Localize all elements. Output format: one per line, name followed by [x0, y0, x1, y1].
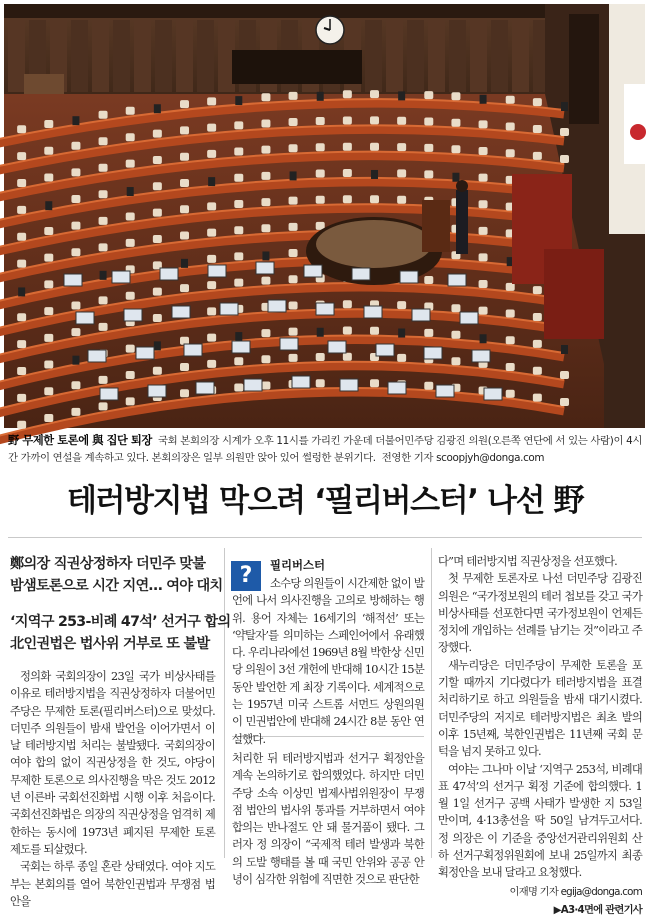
- article-paragraph: 정의화 국회의장이 23일 국가 비상사태를 이유로 테러방지법을 직권상정하자 더불어민주당은 무제한 토론(필리버스터)으로 맞섰다. 더민주 의원들이 밤새 발언을 이어가면서 이날 테러방지법 처리는 불발됐다. 국회의장이 여야 합의 없이 직권상정을 한 것도, 야당이 무제한 토론으로 의사진행을 막은 것도 2012년 이른바 국회선진화법 시행 이후 처음이다. 국회선진화법은 의장의 직권상정을 엄격히 제한하는 동시에 1973년 폐지된 무제한 토론 제도를 되살렸다.: [10, 670, 215, 856]
- news-photo: [4, 4, 645, 428]
- subhead-1-line-2: 밤샘토론으로 시간 지연… 여야 대치: [10, 578, 223, 594]
- photographer-credit: 전영한 기자: [381, 452, 434, 464]
- photographer-email: scoopjyh@donga.com: [436, 452, 545, 464]
- article-column-3: [438, 553, 642, 919]
- subhead-2-line-2: 北인권법은 법사위 거부로 또 불발: [10, 636, 210, 652]
- related-row: [438, 901, 642, 919]
- column-divider: [224, 548, 225, 858]
- caption-text: 국회 본회의장 시계가 오후 11시를 가리킨 가운데 더불어민주당 김광진 의원(오른쪽 연단에 서 있는 사람)이 4시간 가까이 연설을 계속하고 있다. 본회의장은 일부 의원만 앉아 있어 썰렁한 분위기다.: [8, 435, 643, 464]
- divider: [8, 537, 642, 538]
- article-paragraph: 처리한 뒤 테러방지법과 선거구 획정안을 계속 논의하기로 합의했었다. 하지만 더민주당 소속 이상민 법제사법위원장이 무쟁점 법안의 법사위 통과를 거부하면서 여야 합의는 반나절도 안 돼 물거품이 됐다. 그러자 정 의장이 “국제적 테러 발생과 북한의 도발 행태를 볼 때 국민 안위와 공공 안녕이 심각한 위험에 직면한 것으로 판단한: [232, 752, 424, 887]
- glossary-text: [232, 575, 424, 748]
- article-paragraph: 새누리당은 더민주당이 무제한 토론을 포기할 때까지 기다렸다가 테러방지법을 표결 처리하기로 하고 의원들을 밤새 대기시켰다. 더민주당의 저지로 테러방지법은 최초 발의 이후 15년째, 북한인권법은 11년째 국회 문턱을 넘지 못하고 있다.: [438, 658, 642, 759]
- assembly-hall-photo: [4, 4, 645, 428]
- article-paragraph: 국회는 하루 종일 혼란 상태였다. 여야 지도부는 본회의를 열어 북한인권법과 무쟁점 법안을: [10, 860, 215, 908]
- subhead-1-line-1: 鄭의장 직권상정하자 더민주 맞불: [10, 556, 206, 572]
- subhead-1: [10, 553, 223, 597]
- subhead-2-line-1: ‘지역구 253-비례 47석’ 선거구 합의: [10, 614, 231, 630]
- caption-title: 野 무제한 토론에 與 집단 퇴장: [8, 434, 152, 447]
- main-headline: 테러방지법 막으려 ‘필리버스터’ 나선 野: [66, 483, 584, 519]
- article-column-1: [10, 668, 215, 910]
- article-column-2: [232, 750, 424, 888]
- article-paragraph: 첫 무제한 토론자로 나선 더민주당 김광진 의원은 “국가정보원의 테러 첩보를 갖고 국가 비상사태를 선포한다면 국가정보원이 언제든 정치에 개입하는 선례를 남기는 것”이라고 주장했다.: [438, 572, 642, 655]
- article-paragraph: 여야는 그나마 이날 ‘지역구 253석, 비례대표 47석’의 선거구 획정 기준에 합의했다. 1월 1일 선거구 공백 사태가 발생한 지 53일 만이며, 4·13총선을 딱 50일 남겨두고서다. 정 의장은 이 기준을 중앙선거관리위원회 산하 선거구획정위원회에 보내 25일까지 최종 획정안을 보내 달라고 요청했다.: [438, 762, 642, 880]
- speaker-podium: [422, 200, 450, 252]
- question-mark-icon: ?: [231, 561, 261, 591]
- speaker-figure: [456, 190, 468, 254]
- related-articles-link[interactable]: ▶A3·4면에 관련기사: [553, 903, 642, 916]
- column-divider: [431, 548, 432, 858]
- glossary-paragraph: 소수당 의원들이 시간제한 없이 발언에 나서 의사진행을 고의로 방해하는 행위. 용어 자체는 16세기의 ‘해적선’ 또는 ‘약탈자’를 의미하는 스페인어에서 유래했다. 우리나라에선 1969년 8월 박한상 신민당 의원이 3선 개헌에 반대해 10시간 15분 동안 발언한 게 최장 기록이다. 세계적으로는 1957년 미국 스트롬 서먼드 상원의원이 민권법안에 반대해 24시간 8분 동안 연설했다.: [232, 577, 424, 746]
- byline-row: [438, 883, 642, 901]
- subhead-2: [10, 611, 230, 655]
- glossary-title: 필리버스터: [270, 558, 326, 572]
- photo-caption: [8, 432, 644, 467]
- reporter-byline: 이재명 기자 egija@donga.com: [509, 885, 642, 898]
- article-paragraph: 다”며 테러방지법 직권상정을 선포했다.: [438, 555, 617, 568]
